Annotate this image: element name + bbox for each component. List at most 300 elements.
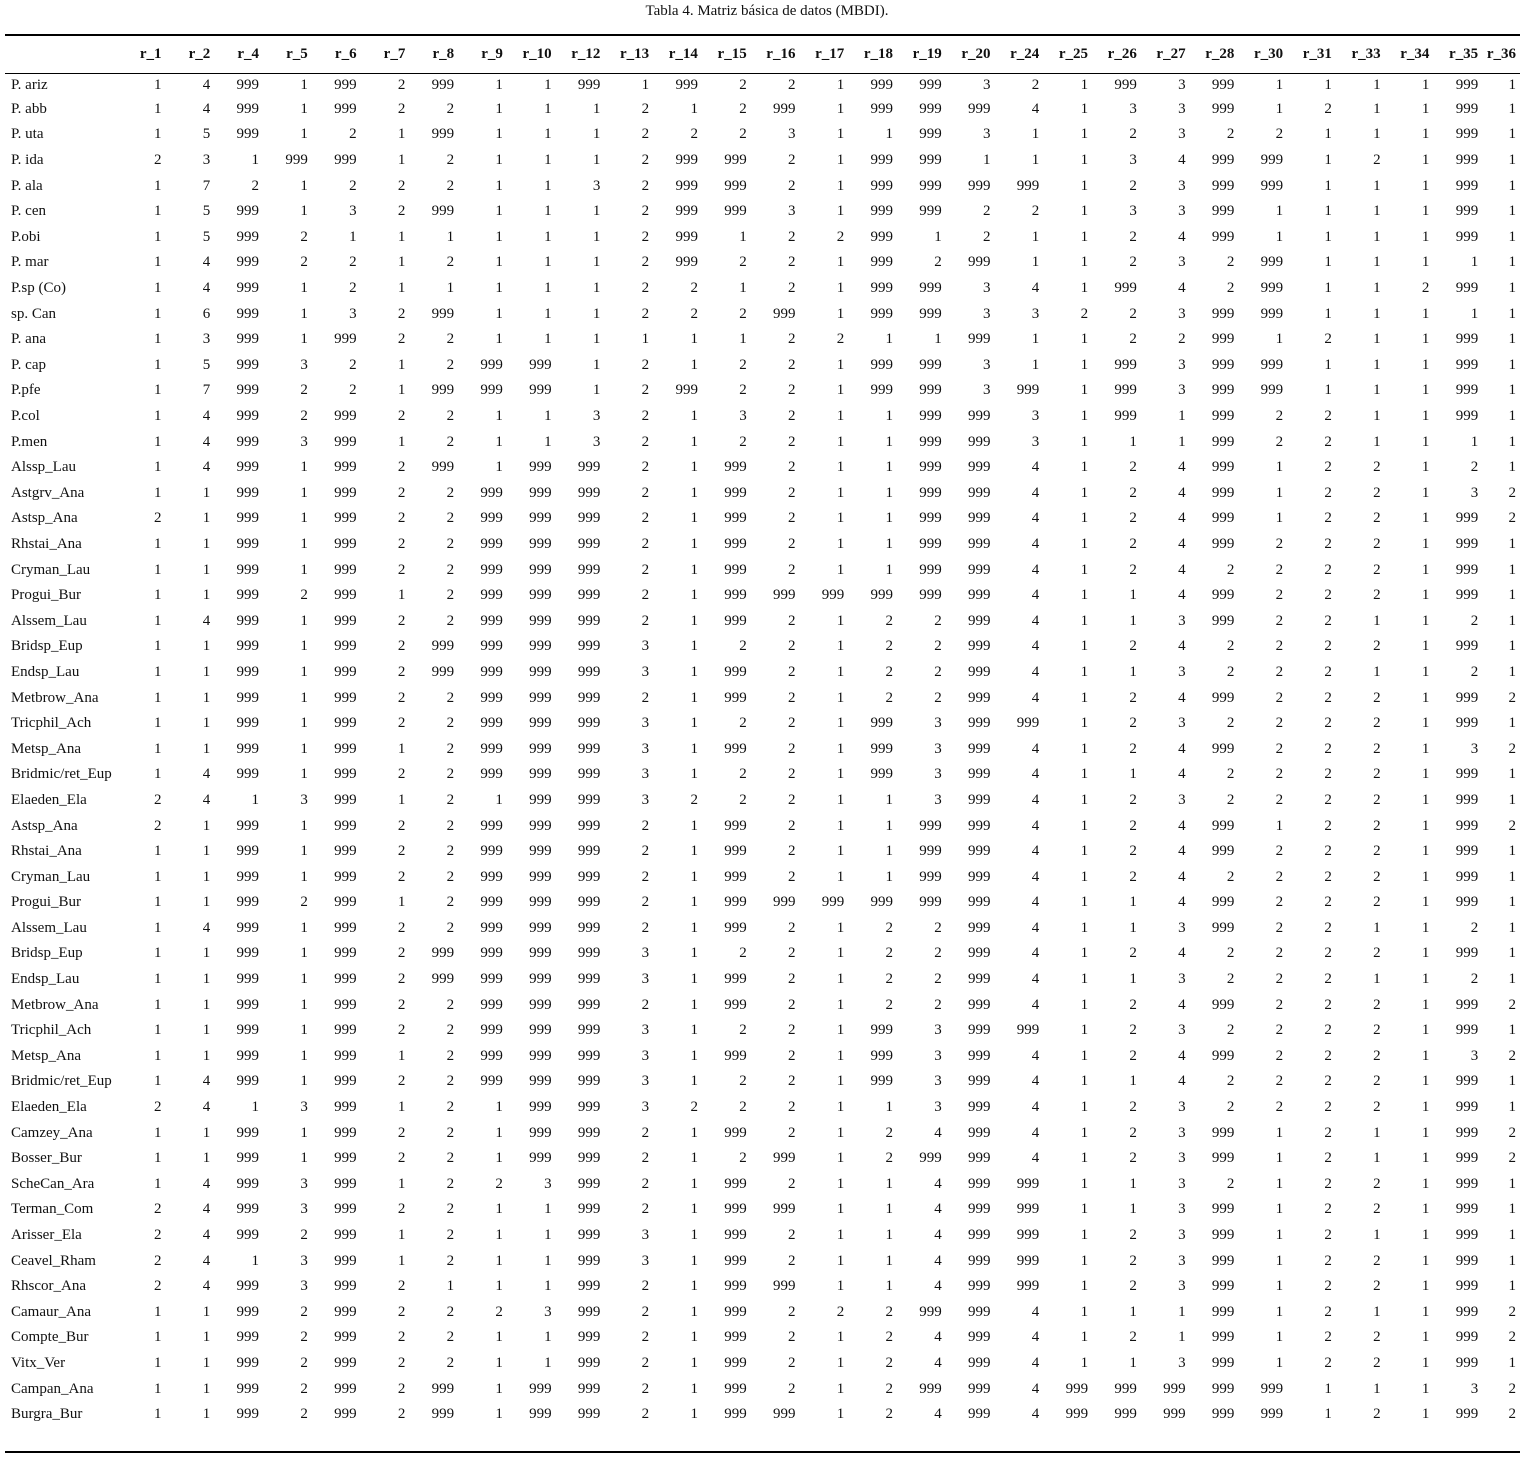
- value-cell: 999: [1016, 177, 1040, 194]
- value-cell: 999: [919, 459, 942, 476]
- value-cell: 4: [1031, 1099, 1040, 1116]
- value-cell: 2: [1470, 612, 1479, 629]
- value-cell: 1: [544, 280, 552, 297]
- value-cell: 2: [1129, 254, 1137, 271]
- value-cell: 999: [968, 510, 991, 527]
- value-cell: 4: [1178, 459, 1186, 476]
- value-cell: 999: [870, 1022, 893, 1039]
- value-cell: 1: [495, 1278, 503, 1295]
- value-cell: 1: [836, 868, 845, 885]
- value-cell: 1: [397, 894, 406, 911]
- taxon-name-cell: Alssp_Lau: [11, 459, 76, 476]
- value-cell: 999: [1455, 638, 1479, 655]
- value-cell: 999: [577, 459, 601, 476]
- value-cell: 1: [251, 152, 260, 169]
- table-caption: Tabla 4. Matriz básica de datos (MBDI).: [645, 3, 889, 19]
- value-cell: 3: [1031, 408, 1040, 425]
- value-cell: 999: [334, 587, 357, 604]
- value-cell: 1: [592, 305, 601, 322]
- value-cell: 2: [446, 1150, 455, 1167]
- value-cell: 3: [641, 1252, 650, 1269]
- value-cell: 1: [154, 305, 162, 322]
- value-cell: 2: [739, 433, 747, 450]
- value-cell: 999: [724, 587, 747, 604]
- value-cell: 1: [836, 100, 845, 117]
- value-cell: 1: [1080, 766, 1089, 783]
- value-cell: 2: [739, 382, 747, 399]
- value-cell: 999: [968, 459, 991, 476]
- value-cell: 1: [885, 1252, 893, 1269]
- value-cell: 1: [1080, 663, 1089, 680]
- value-cell: 2: [641, 919, 650, 936]
- value-cell: 2: [787, 1073, 796, 1090]
- value-cell: 999: [1455, 1329, 1479, 1346]
- value-cell: 2: [349, 356, 357, 373]
- value-cell: 999: [968, 1201, 991, 1218]
- taxon-name-cell: Camaur_Ana: [11, 1303, 91, 1320]
- value-cell: 2: [397, 689, 406, 706]
- value-cell: 999: [1260, 382, 1284, 399]
- value-cell: 2: [1275, 740, 1284, 757]
- value-cell: 999: [236, 1073, 260, 1090]
- value-cell: 3: [934, 1073, 942, 1090]
- value-cell: 1: [1470, 305, 1479, 322]
- value-cell: 1: [690, 484, 698, 501]
- value-cell: 999: [1455, 126, 1479, 143]
- taxon-name-cell: Bridmic/ret_Eup: [11, 766, 112, 783]
- value-cell: 999: [968, 689, 991, 706]
- value-cell: 999: [1211, 689, 1235, 706]
- value-cell: 999: [577, 1201, 601, 1218]
- value-cell: 1: [1129, 894, 1137, 911]
- value-cell: 2: [787, 715, 796, 732]
- value-cell: 999: [577, 740, 601, 757]
- value-cell: 2: [397, 484, 406, 501]
- value-cell: 999: [236, 1124, 260, 1141]
- value-cell: 999: [968, 971, 991, 988]
- value-cell: 999: [236, 868, 260, 885]
- value-cell: 1: [1421, 1406, 1430, 1423]
- top-rule: [5, 34, 1520, 36]
- value-cell: 1: [1421, 843, 1430, 860]
- value-cell: 1: [300, 510, 308, 527]
- value-cell: 2: [1324, 1227, 1332, 1244]
- value-cell: 2: [1508, 484, 1516, 501]
- value-cell: 3: [787, 126, 796, 143]
- value-cell: 999: [236, 1303, 260, 1320]
- value-cell: 2: [397, 1406, 406, 1423]
- value-cell: 1: [544, 331, 552, 348]
- value-cell: 1: [690, 612, 698, 629]
- value-cell: 3: [739, 408, 747, 425]
- value-cell: 2: [1226, 766, 1235, 783]
- value-cell: 1: [495, 1124, 503, 1141]
- value-cell: 1: [690, 971, 698, 988]
- value-cell: 999: [577, 1047, 601, 1064]
- value-cell: 999: [529, 1380, 552, 1397]
- value-cell: 2: [1373, 740, 1381, 757]
- value-cell: 999: [968, 715, 991, 732]
- value-cell: 999: [1455, 1175, 1479, 1192]
- value-cell: 2: [1324, 100, 1332, 117]
- value-cell: 3: [641, 1073, 650, 1090]
- value-cell: 1: [690, 587, 698, 604]
- value-cell: 1: [300, 331, 308, 348]
- value-cell: 999: [968, 894, 991, 911]
- value-cell: 2: [446, 408, 455, 425]
- column-header-r-33: r_33: [1351, 46, 1381, 62]
- value-cell: 999: [724, 152, 747, 169]
- value-cell: 999: [968, 1329, 991, 1346]
- value-cell: 1: [1373, 382, 1381, 399]
- value-cell: 1: [836, 612, 845, 629]
- value-cell: 2: [934, 919, 942, 936]
- value-cell: 2: [1275, 766, 1284, 783]
- value-cell: 1: [1080, 638, 1089, 655]
- value-cell: 1: [641, 331, 650, 348]
- value-cell: 2: [1324, 971, 1332, 988]
- value-cell: 4: [1178, 638, 1186, 655]
- value-cell: 2: [836, 1303, 845, 1320]
- value-cell: 1: [1080, 177, 1089, 194]
- value-cell: 2: [836, 331, 845, 348]
- value-cell: 1: [154, 1354, 162, 1371]
- value-cell: 1: [592, 100, 601, 117]
- value-cell: 1: [495, 1150, 503, 1167]
- value-cell: 3: [1178, 971, 1186, 988]
- value-cell: 2: [397, 1354, 406, 1371]
- value-cell: 1: [885, 868, 893, 885]
- value-cell: 2: [641, 1175, 650, 1192]
- value-cell: 1: [1508, 77, 1516, 94]
- value-cell: 4: [1031, 740, 1040, 757]
- value-cell: 3: [1178, 305, 1186, 322]
- value-cell: 999: [919, 356, 942, 373]
- value-cell: 1: [154, 1124, 162, 1141]
- value-cell: 1: [1080, 535, 1089, 552]
- value-cell: 2: [1226, 126, 1235, 143]
- value-cell: 999: [529, 535, 552, 552]
- value-cell: 1: [202, 740, 211, 757]
- value-cell: 999: [334, 740, 357, 757]
- value-cell: 2: [1275, 1099, 1284, 1116]
- value-cell: 999: [1211, 484, 1235, 501]
- table-row: [5, 941, 1520, 967]
- value-cell: 2: [1324, 1150, 1332, 1167]
- value-cell: 1: [690, 1329, 698, 1346]
- value-cell: 999: [772, 1201, 796, 1218]
- value-cell: 1: [495, 254, 503, 271]
- value-cell: 2: [1324, 587, 1332, 604]
- value-cell: 999: [1016, 1252, 1040, 1269]
- table-row: [5, 97, 1520, 123]
- value-cell: 999: [480, 919, 503, 936]
- value-cell: 1: [1508, 459, 1516, 476]
- value-cell: 999: [724, 1252, 747, 1269]
- value-cell: 1: [495, 77, 503, 94]
- value-cell: 999: [675, 177, 698, 194]
- value-cell: 3: [1178, 356, 1186, 373]
- value-cell: 999: [724, 459, 747, 476]
- value-cell: 2: [739, 100, 747, 117]
- column-header-r-9: r_9: [481, 46, 503, 62]
- value-cell: 999: [334, 894, 357, 911]
- taxon-name-cell: Bridmic/ret_Eup: [11, 1073, 112, 1090]
- value-cell: 1: [1508, 663, 1516, 680]
- column-header-r-36: r_36: [1486, 46, 1516, 62]
- taxon-name-cell: Terman_Com: [11, 1201, 94, 1218]
- value-cell: 999: [236, 843, 260, 860]
- value-cell: 1: [202, 1047, 211, 1064]
- value-cell: 2: [300, 228, 308, 245]
- value-cell: 999: [480, 1073, 503, 1090]
- value-cell: 2: [397, 996, 406, 1013]
- value-cell: 999: [1455, 843, 1479, 860]
- value-cell: 2: [1226, 254, 1235, 271]
- value-cell: 4: [934, 1201, 942, 1218]
- value-cell: 1: [202, 894, 211, 911]
- value-cell: 4: [202, 919, 211, 936]
- value-cell: 999: [724, 1278, 747, 1295]
- value-cell: 4: [1178, 280, 1186, 297]
- value-cell: 2: [1508, 1047, 1516, 1064]
- value-cell: 2: [690, 126, 698, 143]
- value-cell: 999: [1211, 77, 1235, 94]
- value-cell: 999: [577, 894, 601, 911]
- table-row: [5, 916, 1520, 942]
- value-cell: 1: [836, 1354, 845, 1371]
- value-cell: 1: [836, 1252, 845, 1269]
- value-cell: 1: [1324, 126, 1332, 143]
- value-cell: 2: [397, 919, 406, 936]
- value-cell: 4: [202, 100, 211, 117]
- value-cell: 4: [934, 1227, 942, 1244]
- value-cell: 999: [1211, 305, 1235, 322]
- value-cell: 999: [1455, 77, 1479, 94]
- value-cell: 2: [154, 1201, 162, 1218]
- value-cell: 1: [1178, 1329, 1186, 1346]
- value-cell: 1: [690, 1124, 698, 1141]
- value-cell: 2: [787, 1380, 796, 1397]
- value-cell: 3: [1178, 1022, 1186, 1039]
- value-cell: 999: [577, 971, 601, 988]
- value-cell: 2: [397, 1150, 406, 1167]
- value-cell: 1: [1080, 1252, 1089, 1269]
- value-cell: 4: [934, 1354, 942, 1371]
- value-cell: 1: [544, 77, 552, 94]
- taxon-name-cell: Astsp_Ana: [11, 817, 78, 834]
- value-cell: 4: [1031, 1047, 1040, 1064]
- value-cell: 4: [1178, 740, 1186, 757]
- value-cell: 1: [154, 663, 162, 680]
- value-cell: 1: [202, 996, 211, 1013]
- value-cell: 999: [1455, 996, 1479, 1013]
- value-cell: 999: [334, 561, 357, 578]
- value-cell: 999: [236, 331, 260, 348]
- value-cell: 2: [446, 1175, 455, 1192]
- value-cell: 1: [154, 228, 162, 245]
- value-cell: 3: [1129, 203, 1137, 220]
- value-cell: 1: [1421, 894, 1430, 911]
- value-cell: 999: [1455, 894, 1479, 911]
- value-cell: 1: [592, 228, 601, 245]
- value-cell: 4: [202, 1227, 211, 1244]
- value-cell: 4: [1031, 1406, 1040, 1423]
- value-cell: 2: [787, 510, 796, 527]
- value-cell: 1: [1508, 382, 1516, 399]
- value-cell: 999: [236, 971, 260, 988]
- value-cell: 2: [787, 1047, 796, 1064]
- value-cell: 2: [154, 791, 162, 808]
- value-cell: 999: [577, 919, 601, 936]
- value-cell: 999: [431, 945, 455, 962]
- value-cell: 4: [1178, 535, 1186, 552]
- value-cell: 1: [1275, 1354, 1284, 1371]
- value-cell: 999: [1455, 587, 1479, 604]
- value-cell: 2: [397, 1201, 406, 1218]
- value-cell: 2: [787, 1099, 796, 1116]
- value-cell: 3: [202, 331, 211, 348]
- value-cell: 1: [300, 766, 308, 783]
- value-cell: 1: [1421, 868, 1430, 885]
- value-cell: 1: [1080, 1022, 1089, 1039]
- value-cell: 999: [577, 715, 601, 732]
- value-cell: 2: [787, 791, 796, 808]
- value-cell: 2: [1226, 663, 1235, 680]
- value-cell: 3: [1178, 663, 1186, 680]
- value-cell: 999: [236, 740, 260, 757]
- value-cell: 2: [397, 1022, 406, 1039]
- value-cell: 1: [1373, 433, 1381, 450]
- value-cell: 2: [1373, 510, 1381, 527]
- value-cell: 999: [577, 612, 601, 629]
- table-row: [5, 1402, 1520, 1428]
- value-cell: 999: [1211, 1124, 1235, 1141]
- value-cell: 1: [1421, 484, 1430, 501]
- value-cell: 1: [202, 868, 211, 885]
- value-cell: 3: [1470, 484, 1479, 501]
- value-cell: 4: [1031, 280, 1040, 297]
- value-cell: 2: [300, 1354, 308, 1371]
- value-cell: 2: [690, 280, 698, 297]
- value-cell: 1: [739, 280, 747, 297]
- value-cell: 1: [1421, 535, 1430, 552]
- value-cell: 1: [1080, 77, 1089, 94]
- value-cell: 999: [724, 535, 747, 552]
- taxon-name-cell: Progui_Bur: [11, 894, 82, 911]
- value-cell: 999: [968, 177, 991, 194]
- value-cell: 2: [397, 331, 406, 348]
- value-cell: 999: [1455, 1227, 1479, 1244]
- value-cell: 3: [641, 1227, 650, 1244]
- value-cell: 4: [202, 1073, 211, 1090]
- value-cell: 3: [1031, 305, 1040, 322]
- value-cell: 999: [1455, 510, 1479, 527]
- value-cell: 999: [1260, 1380, 1284, 1397]
- taxon-name-cell: Arisser_Ela: [11, 1227, 82, 1244]
- value-cell: 999: [919, 100, 942, 117]
- value-cell: 1: [1129, 766, 1137, 783]
- value-cell: 1: [1508, 228, 1516, 245]
- value-cell: 999: [1114, 280, 1137, 297]
- value-cell: 2: [446, 919, 455, 936]
- value-cell: 1: [154, 868, 162, 885]
- value-cell: 999: [577, 1073, 601, 1090]
- value-cell: 1: [1031, 228, 1040, 245]
- value-cell: 999: [870, 1047, 893, 1064]
- column-header-r-6: r_6: [334, 46, 357, 62]
- value-cell: 999: [577, 1303, 601, 1320]
- value-cell: 2: [739, 356, 747, 373]
- value-cell: 999: [529, 663, 552, 680]
- table-row: [5, 199, 1520, 225]
- value-cell: 1: [739, 228, 747, 245]
- value-cell: 999: [1211, 459, 1235, 476]
- value-cell: 1: [690, 1201, 698, 1218]
- value-cell: 1: [544, 1278, 552, 1295]
- value-cell: 1: [1031, 331, 1040, 348]
- value-cell: 1: [1508, 203, 1516, 220]
- value-cell: 1: [1508, 331, 1516, 348]
- value-cell: 999: [1211, 612, 1235, 629]
- value-cell: 1: [1129, 1201, 1137, 1218]
- value-cell: 1: [495, 1201, 503, 1218]
- value-cell: 3: [641, 766, 650, 783]
- value-cell: 2: [836, 228, 845, 245]
- value-cell: 999: [870, 382, 893, 399]
- value-cell: 999: [772, 894, 796, 911]
- value-cell: 1: [1508, 919, 1516, 936]
- value-cell: 2: [446, 843, 455, 860]
- value-cell: 999: [968, 945, 991, 962]
- value-cell: 999: [919, 152, 942, 169]
- value-cell: 999: [431, 663, 455, 680]
- value-cell: 999: [529, 868, 552, 885]
- value-cell: 1: [154, 894, 162, 911]
- value-cell: 2: [1508, 689, 1516, 706]
- value-cell: 4: [1178, 228, 1186, 245]
- value-cell: 999: [529, 1022, 552, 1039]
- value-cell: 999: [577, 484, 601, 501]
- value-cell: 2: [446, 1329, 455, 1346]
- value-cell: 2: [1226, 1099, 1235, 1116]
- value-cell: 2: [1129, 535, 1137, 552]
- value-cell: 1: [836, 1227, 845, 1244]
- value-cell: 2: [641, 1201, 650, 1218]
- value-cell: 999: [968, 587, 991, 604]
- value-cell: 999: [870, 228, 893, 245]
- value-cell: 2: [1129, 689, 1137, 706]
- value-cell: 2: [787, 1354, 796, 1371]
- value-cell: 2: [787, 868, 796, 885]
- value-cell: 1: [154, 1303, 162, 1320]
- value-cell: 1: [836, 919, 845, 936]
- value-cell: 2: [397, 945, 406, 962]
- value-cell: 2: [397, 766, 406, 783]
- value-cell: 2: [1373, 945, 1381, 962]
- value-cell: 999: [1455, 203, 1479, 220]
- value-cell: 1: [1080, 203, 1089, 220]
- value-cell: 2: [885, 689, 893, 706]
- value-cell: 2: [446, 510, 455, 527]
- value-cell: 1: [1421, 638, 1430, 655]
- value-cell: 999: [772, 100, 796, 117]
- value-cell: 1: [1421, 1175, 1430, 1192]
- value-cell: 1: [544, 1354, 552, 1371]
- value-cell: 2: [1129, 305, 1137, 322]
- value-cell: 999: [334, 971, 357, 988]
- value-cell: 999: [1211, 1252, 1235, 1269]
